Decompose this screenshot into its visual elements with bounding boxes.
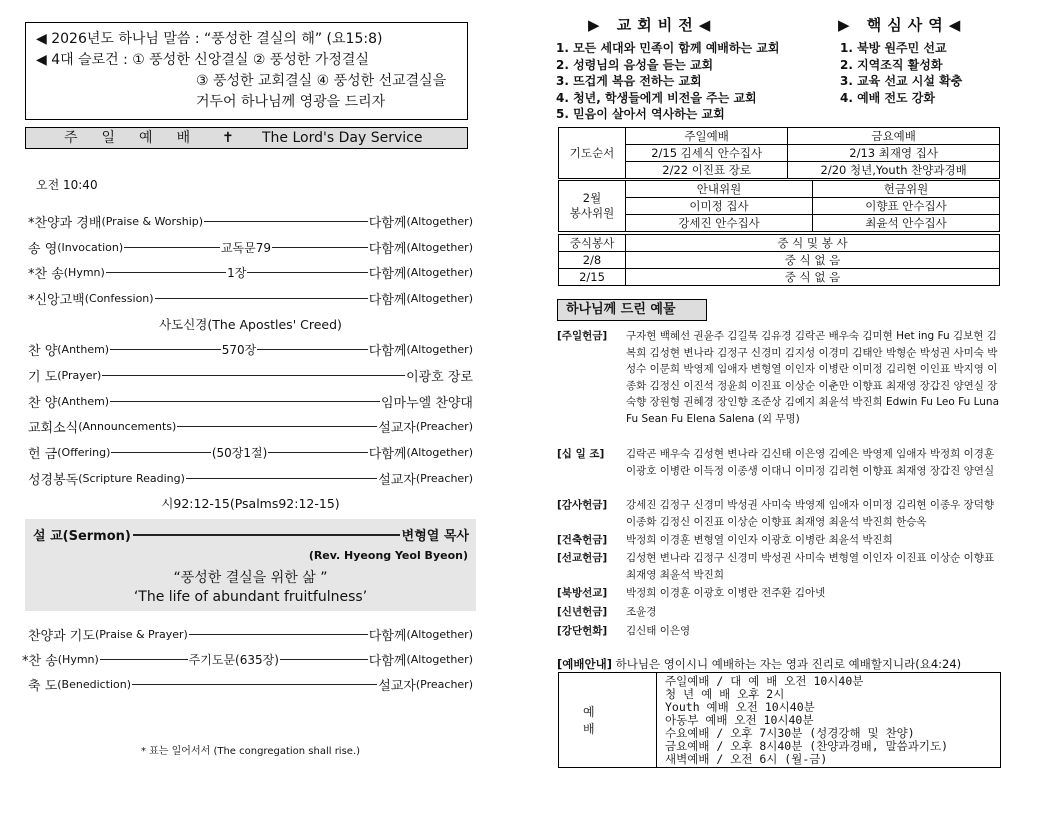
offering-names: 조윤경 [626, 606, 657, 618]
leader-line [111, 452, 210, 453]
table-cell: 이향표 안수집사 [813, 198, 1000, 215]
core-ministry-list [840, 40, 962, 106]
order-leader: 다함께 [368, 446, 407, 462]
order-row [28, 236, 473, 258]
leader-line [186, 478, 377, 479]
standing-footnote: * 표는 일어서서 (The congregation shall rise.) [140, 746, 361, 757]
order-leader: 설교자 [378, 678, 416, 694]
order-title-en: (Anthem) [57, 394, 110, 408]
vision-item: 1. 모든 세대와 민족이 함께 예배하는 교회 [556, 41, 780, 55]
order-leader-en: (Preacher) [415, 419, 473, 433]
order-title: *신앙고백 [28, 292, 85, 308]
offering-group [557, 328, 1003, 427]
leader-line [110, 401, 380, 402]
order-title: *찬양과 경배 [28, 215, 102, 231]
order-leader-en: (Altogether) [406, 240, 473, 254]
table-cell: 최윤석 안수집사 [813, 215, 1000, 232]
volunteer-table [558, 180, 1000, 232]
core-ministry-title: ▶ 핵심사역◀ [838, 16, 967, 34]
order-row [28, 415, 473, 437]
order-leader: 이광호 장로 [406, 369, 473, 385]
order-title: 기 도 [28, 369, 58, 385]
lunch-text: 중 식 없 음 [626, 269, 1000, 286]
prayer-order-table [558, 127, 1000, 179]
table-cell: 2/13 최재영 집사 [788, 145, 1000, 162]
offering-group [557, 550, 1003, 583]
order-title-en: (Prayer) [57, 368, 102, 382]
service-header [25, 127, 468, 149]
order-title: 송 영 [28, 241, 58, 257]
slogan-line-1: ◀ 4대 슬로건 : ① 풍성한 신앙결실 ② 풍성한 가정결실 [36, 52, 369, 68]
leader-line [102, 375, 405, 376]
col-header: 중 식 및 봉 사 [626, 235, 1000, 252]
preacher-name-en: (Rev. Hyeong Yeol Byeon) [308, 549, 468, 562]
order-leader-en: (Altogether) [406, 445, 473, 459]
order-title: 찬 양 [28, 395, 58, 411]
core-item: 1. 북방 원주민 선교 [840, 41, 947, 55]
core-item: 4. 예배 전도 강화 [840, 90, 935, 105]
vision-list [556, 40, 779, 123]
leader-line [272, 247, 368, 248]
leader-line [155, 298, 368, 299]
order-leader: 다함께 [368, 215, 407, 231]
order-detail: 570장 [221, 342, 257, 357]
vision-item: 4. 청년, 학생들에게 비전을 주는 교회 [556, 90, 757, 105]
service-title-ko: 주일예배 [64, 130, 215, 146]
leader-line [268, 452, 367, 453]
order-leader: 다함께 [368, 266, 407, 282]
order-detail: (50장1절) [211, 445, 268, 460]
sermon-title-en: ‘The life of abundant fruitfulness’ [133, 589, 368, 605]
leader-line [100, 659, 188, 660]
order-title-en: (Scripture Reading) [78, 471, 185, 485]
order-title-en: (Praise & Worship) [101, 214, 204, 228]
leader-line [189, 634, 368, 635]
service-time: 오전 10:40 [36, 178, 98, 192]
offering-group [557, 497, 1003, 530]
order-title-en: (Hymn) [57, 652, 99, 666]
vision-item: 3. 뜨겁게 복음 전하는 교회 [556, 74, 702, 88]
service-title-en: The Lord's Day Service [262, 130, 423, 146]
creed-line: 사도신경(The Apostles' Creed) [159, 317, 342, 332]
order-leader: 다함께 [368, 653, 407, 669]
worship-notice [557, 656, 961, 672]
worship-schedule [558, 672, 1001, 768]
sermon-row [33, 525, 469, 544]
order-leader: 다함께 [368, 343, 407, 359]
preacher-name: 변형열 목사 [401, 529, 469, 544]
order-title-en: (Invocation) [57, 240, 124, 254]
offering-group [557, 532, 1003, 549]
table-cell: 2/22 이진표 장로 [626, 162, 788, 179]
order-row [28, 390, 473, 412]
leader-line [280, 659, 368, 660]
cross-icon: ✝ [222, 130, 234, 146]
offering-group [557, 446, 1003, 479]
leader-line [106, 272, 226, 273]
table-cell: 2/15 김세식 안수집사 [626, 145, 788, 162]
offering-names: 김성현 변나라 김정구 신경미 박성권 사미숙 변형열 이인자 이진표 이상순 이향표 최재영 최윤석 박진희 [626, 552, 995, 581]
order-title-en: (Anthem) [57, 342, 110, 356]
sermon-title-ko: “풍성한 결실을 위한 삶 ” [173, 570, 328, 586]
order-detail: 1장 [227, 265, 247, 280]
offering-group [557, 585, 1003, 602]
order-leader-en: (Preacher) [415, 677, 473, 691]
offering-label: [건축헌금] [557, 534, 608, 546]
leader-line [132, 684, 377, 685]
order-row [28, 673, 473, 695]
order-title: 축 도 [28, 678, 58, 694]
theme-box [25, 22, 468, 120]
lunch-text: 중 식 없 음 [626, 252, 1000, 269]
order-detail: 주기도문(635장) [188, 652, 279, 667]
offering-label: [강단헌화] [557, 625, 608, 637]
offering-group [557, 604, 1003, 621]
order-title-en: (Benediction) [57, 677, 132, 691]
schedule-line: 수요예배 / 오후 7시30분 (성경강해 및 찬양) [665, 726, 915, 740]
leader-line [247, 272, 367, 273]
order-title: *찬 송 [28, 266, 64, 282]
order-row [28, 364, 473, 386]
vision-title: ▶ 교회비전◀ [588, 16, 717, 34]
order-leader-en: (Altogether) [406, 214, 473, 228]
vision-item: 2. 성령님의 음성을 듣는 교회 [556, 57, 714, 72]
order-title: 교회소식 [28, 420, 79, 436]
offering-names: 구자현 백혜선 권윤주 김길묵 김유경 김락곤 배우숙 김미현 Het ing Fu 김보현 김복희 김성현 변나라 김정구 신경미 김지성 이경미 김태안 박형순 박성권 사미숙 박성수 이문희 박영제 임애자 변형열 이인자 이병란 이미정 김리현 이인표 박지영 이종화 김정신 이진석 정윤희 이진표 이상순 이춘만 이향표 최재영 장갑진 양연실 장숙향 장원형 권혜경 장인향 조준상 김예지 최윤석 박진희 Edwin Fu Leo Fu Luna Fu Sean Fu Elena Salena (외 무명) [626, 330, 999, 425]
notice-label: [예배안내] [557, 657, 612, 671]
schedule-line: 아동부 예배 오전 10시40분 [665, 713, 814, 727]
order-row [28, 261, 473, 283]
order-leader-en: (Altogether) [406, 342, 473, 356]
lunch-date: 2/8 [559, 252, 626, 269]
offering-names: 김락곤 배우숙 김성현 변나라 김신태 이은영 김예은 박영제 임애자 박정희 이경훈 이광호 이병란 이득정 이종생 이대니 이미정 김리현 이향표 최재영 장갑진 양연실 [626, 448, 995, 477]
leader-line [257, 349, 368, 350]
order-leader: 설교자 [378, 472, 416, 488]
order-title-en: (Hymn) [63, 265, 105, 279]
order-leader-en: (Altogether) [406, 652, 473, 666]
order-row [28, 467, 473, 489]
offering-label: [북방선교] [557, 587, 608, 599]
order-row [28, 338, 473, 360]
order-row [28, 210, 473, 232]
scripture-reference: 시92:12-15(Psalms92:12-15) [161, 496, 340, 511]
volunteer-label [559, 181, 626, 232]
lunch-label: 중식봉사 [559, 235, 626, 252]
slogan-line-2: ③ 풍성한 교회결실 ④ 풍성한 선교결실을 [196, 73, 447, 89]
schedule-line: 청 년 예 배 오후 2시 [665, 687, 785, 701]
order-title-en: (Offering) [57, 445, 111, 459]
offering-names: 박정희 이경훈 변형열 이인자 이광호 이병란 최윤석 박진희 [626, 534, 893, 546]
core-item: 2. 지역조직 활성화 [840, 57, 943, 72]
lunch-service-table [558, 234, 1000, 286]
schedule-line: Youth 예배 오전 10시40분 [665, 700, 815, 714]
order-title: 찬양과 기도 [28, 628, 95, 644]
order-leader: 다함께 [368, 241, 407, 257]
sermon-label: 설 교(Sermon) [33, 529, 131, 544]
sermon-box [25, 519, 476, 611]
offering-names: 박정희 이경훈 이광호 이병란 전주환 김아넷 [626, 587, 826, 599]
order-title: 성경봉독 [28, 472, 79, 488]
col-header: 주일예배 [626, 128, 788, 145]
offerings-header: 하나님께 드린 예물 [557, 299, 707, 321]
order-row [28, 623, 473, 645]
order-title-en: (Praise & Prayer) [94, 627, 188, 641]
order-leader-en: (Altogether) [406, 291, 473, 305]
leader-line [177, 426, 377, 427]
schedule-line: 금요예배 / 오후 8시40분 (찬양과경배, 말씀과기도) [665, 739, 949, 753]
order-title: 찬 양 [28, 343, 58, 359]
leader-line [124, 247, 220, 248]
slogan-line-3: 거두어 하나님께 영광을 드리자 [196, 94, 386, 110]
order-leader: 다함께 [368, 292, 407, 308]
table-cell: 이미정 집사 [626, 198, 813, 215]
worship-label: 예배 [559, 673, 657, 767]
offering-names: 강세진 김정구 신경미 박성권 사미숙 박영제 임애자 이미정 김리현 이종우 장덕향 이종화 김정신 이진표 이상순 이향표 최재영 최윤석 박진희 한승옥 [626, 499, 995, 528]
order-leader: 설교자 [378, 420, 416, 436]
order-title: *찬 송 [22, 653, 58, 669]
leader-line [110, 349, 221, 350]
schedule-line: 주일예배 / 대 예 배 오전 10시40분 [665, 674, 864, 688]
col-header: 금요예배 [788, 128, 1000, 145]
leader-line [133, 534, 400, 536]
order-title-en: (Confession) [84, 291, 154, 305]
order-row [28, 441, 473, 463]
order-leader-en: (Altogether) [406, 265, 473, 279]
order-row [22, 648, 473, 670]
order-leader-en: (Altogether) [406, 627, 473, 641]
prayer-order-label: 기도순서 [559, 128, 626, 179]
volunteer-month: 2월 [582, 191, 602, 205]
order-title: 헌 금 [28, 446, 58, 462]
order-row [28, 287, 473, 309]
table-cell: 2/20 청년,Youth 찬양과경배 [788, 162, 1000, 179]
offering-label: [주일헌금] [557, 330, 608, 342]
order-leader: 임마누엘 찬양대 [380, 395, 473, 411]
lunch-date: 2/15 [559, 269, 626, 286]
order-detail: 교독문79 [220, 240, 271, 255]
order-title-en: (Announcements) [78, 419, 177, 433]
volunteer-title: 봉사위원 [569, 206, 615, 220]
leader-line [204, 221, 368, 222]
order-leader: 다함께 [368, 628, 407, 644]
core-item: 3. 교육 선교 시설 확충 [840, 74, 963, 88]
notice-text: 하나님은 영이시니 예배하는 자는 영과 진리로 예배할지니라(요4:24) [611, 657, 962, 671]
offering-label: [감사헌금] [557, 499, 608, 511]
order-leader-en: (Preacher) [415, 471, 473, 485]
col-header: 헌금위원 [813, 181, 1000, 198]
offering-group [557, 623, 1003, 640]
table-cell: 강세진 안수집사 [626, 215, 813, 232]
offering-names: 김신태 이은영 [626, 625, 691, 637]
col-header: 안내위원 [626, 181, 813, 198]
offering-label: [십 일 조] [557, 448, 605, 460]
year-theme: ◀ 2026년도 하나님 말씀 : “풍성한 결실의 해” (요15:8) [36, 31, 383, 47]
schedule-line: 새벽예배 / 오전 6시 (월-금) [665, 752, 828, 766]
vision-item: 5. 믿음이 살아서 역사하는 교회 [556, 107, 725, 121]
offering-label: [선교헌금] [557, 552, 608, 564]
offering-label: [신년헌금] [557, 606, 608, 618]
